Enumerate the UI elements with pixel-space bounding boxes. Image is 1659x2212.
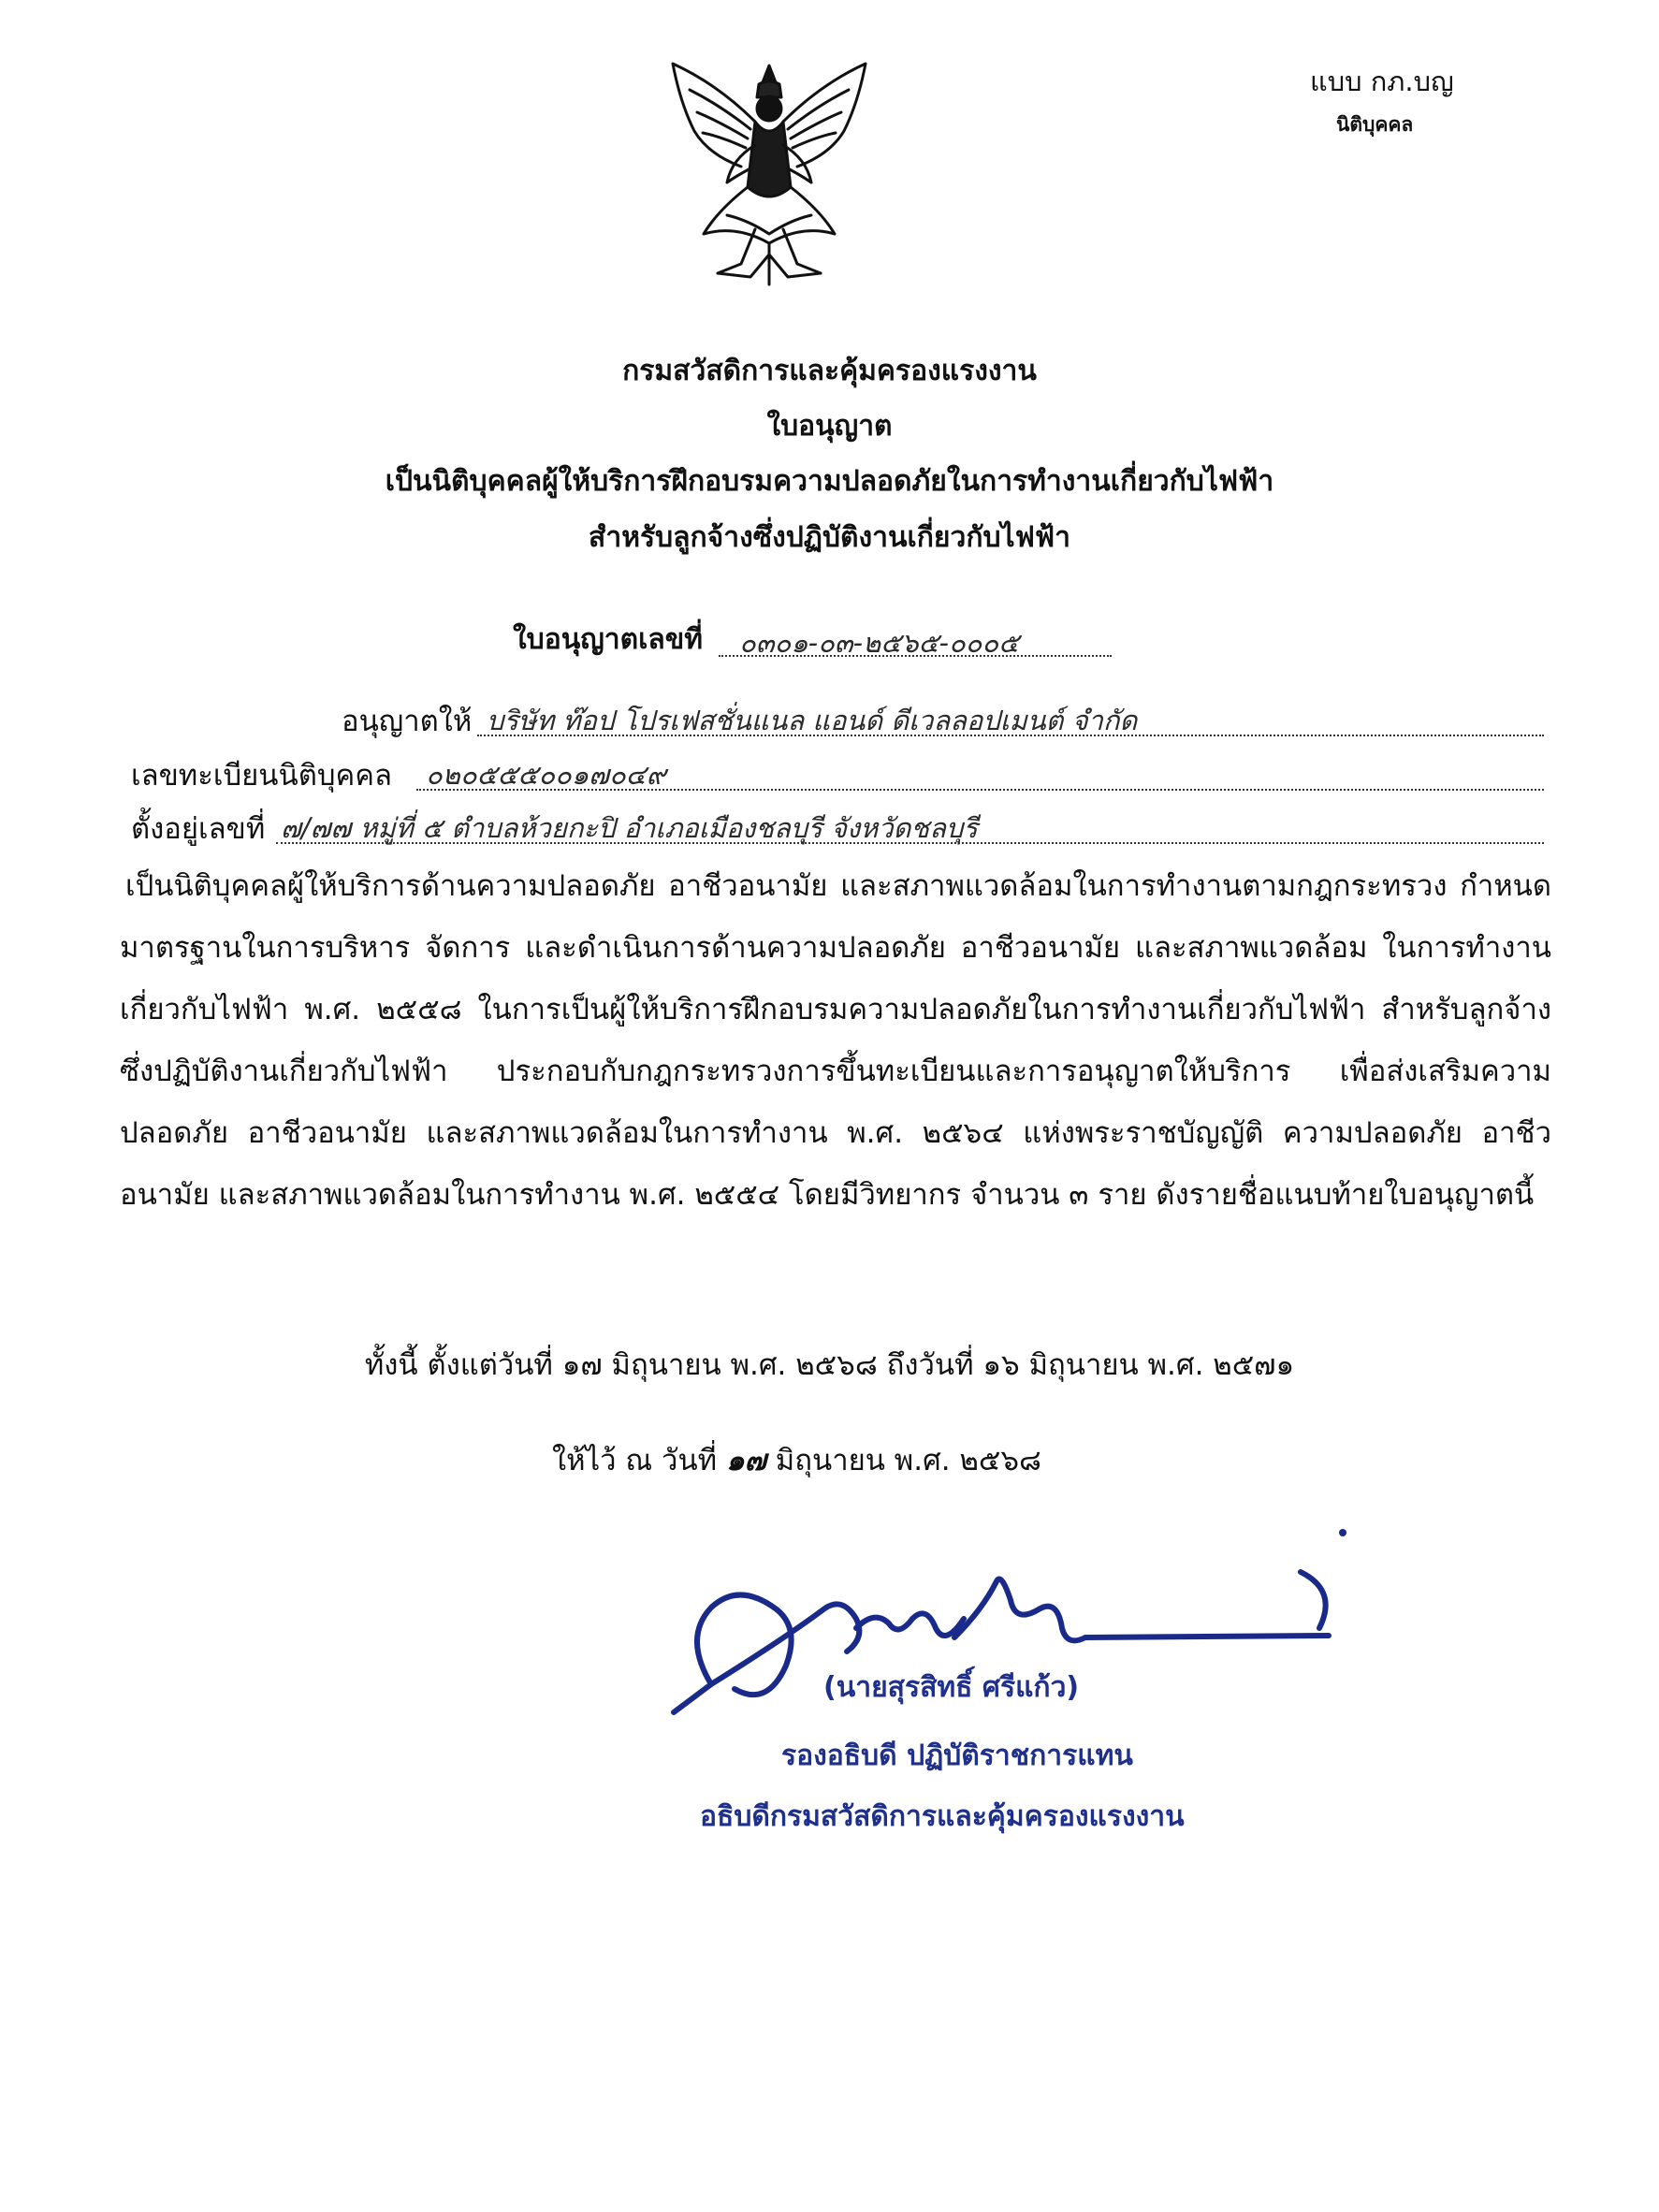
validity-period: ทั้งนี้ ตั้งแต่วันที่ ๑๗ มิถุนายน พ.ศ. ๒๕๖๘ ถึงวันที่ ๑๖ มิถุนายน พ.ศ. ๒๕๗๑ [364, 1348, 1295, 1382]
license-title-line1: เป็นนิติบุคคลผู้ให้บริการฝึกอบรมความปลอดภัยในการทำงานเกี่ยวกับไฟฟ้า [385, 465, 1274, 498]
registration-value: ๐๒๐๕๕๕๐๐๑๗๐๔๙ [426, 759, 666, 791]
address-label: ตั้งอยู่เลขที่ [131, 812, 266, 846]
issued-prefix: ให้ไว้ ณ วันที่ [552, 1444, 718, 1477]
license-number-value: ๐๓๐๑-๐๓-๒๕๖๕-๐๐๐๕ [739, 627, 1020, 659]
issued-suffix: มิถุนายน พ.ศ. ๒๕๖๘ [775, 1444, 1041, 1477]
garuda-emblem-icon [662, 56, 877, 290]
issued-day: ๑๗ [725, 1444, 766, 1477]
department-title: กรมสวัสดิการและคุ้มครองแรงงาน [622, 355, 1037, 387]
grantee-label: อนุญาตให้ [342, 705, 473, 738]
signatory-position-1: รองอธิบดี ปฏิบัติราชการแทน [781, 1739, 1133, 1772]
license-number-label: ใบอนุญาตเลขที่ [513, 623, 704, 656]
signatory-name: (นายสุรสิทธิ์ ศรีแก้ว) [823, 1671, 1080, 1704]
signatory-position-2: อธิบดีกรมสวัสดิการและคุ้มครองแรงงาน [700, 1800, 1185, 1833]
document-type: ใบอนุญาต [766, 410, 893, 443]
address-value: ๗/๗๗ หมู่ที่ ๕ ตำบลห้วยกะปิ อำเภอเมืองชลบุรี จังหวัดชลบุรี [281, 812, 978, 844]
registration-label: เลขทะเบียนนิติบุคคล [131, 759, 392, 793]
license-body-text: เป็นนิติบุคคลผู้ให้บริการด้านความปลอดภัย อาชีวอนามัย และสภาพแวดล้อมในการทำงานตามกฎกระทรวง กำหนดมาตรฐานในการบริหาร จัดการ และดำเนินการด้านความปลอดภัย อาชีวอนามัย และสภาพแวดล้อม ในการทำงานเกี่ยวกับไฟฟ้า พ.ศ. ๒๕๕๘ ในการเป็นผู้ให้บริการฝึกอบรมความปลอดภัยในการทำงานเกี่ยวกับไฟฟ้า สำหรับลูกจ้างซึ่งปฏิบัติงานเกี่ยวกับไฟฟ้า ประกอบกับกฎกระทรวงการขึ้นทะเบียนและการอนุญาตให้บริการ เพื่อส่งเสริมความปลอดภัย อาชีวอนามัย และสภาพแวดล้อมในการทำงาน พ.ศ. ๒๕๖๔ แห่งพระราชบัญญัติ ความปลอดภัย อาชีวอนามัย และสภาพแวดล้อมในการทำงาน พ.ศ. ๒๕๕๔ โดยมีวิทยากร จำนวน ๓ ราย ดังรายชื่อแนบท้ายใบอนุญาตนี้ [120, 869, 1551, 1212]
form-subtitle: นิติบุคคล [1336, 113, 1414, 136]
issued-date [552, 1436, 1041, 1483]
form-code: แบบ กภ.บญ [1310, 65, 1454, 97]
grantee-value: บริษัท ท๊อป โปรเฟสชั่นแนล แอนด์ ดีเวลลอปเมนต์ จำกัด [487, 705, 1138, 736]
license-title-line2: สำหรับลูกจ้างซึ่งปฏิบัติงานเกี่ยวกับไฟฟ้า [589, 521, 1070, 554]
